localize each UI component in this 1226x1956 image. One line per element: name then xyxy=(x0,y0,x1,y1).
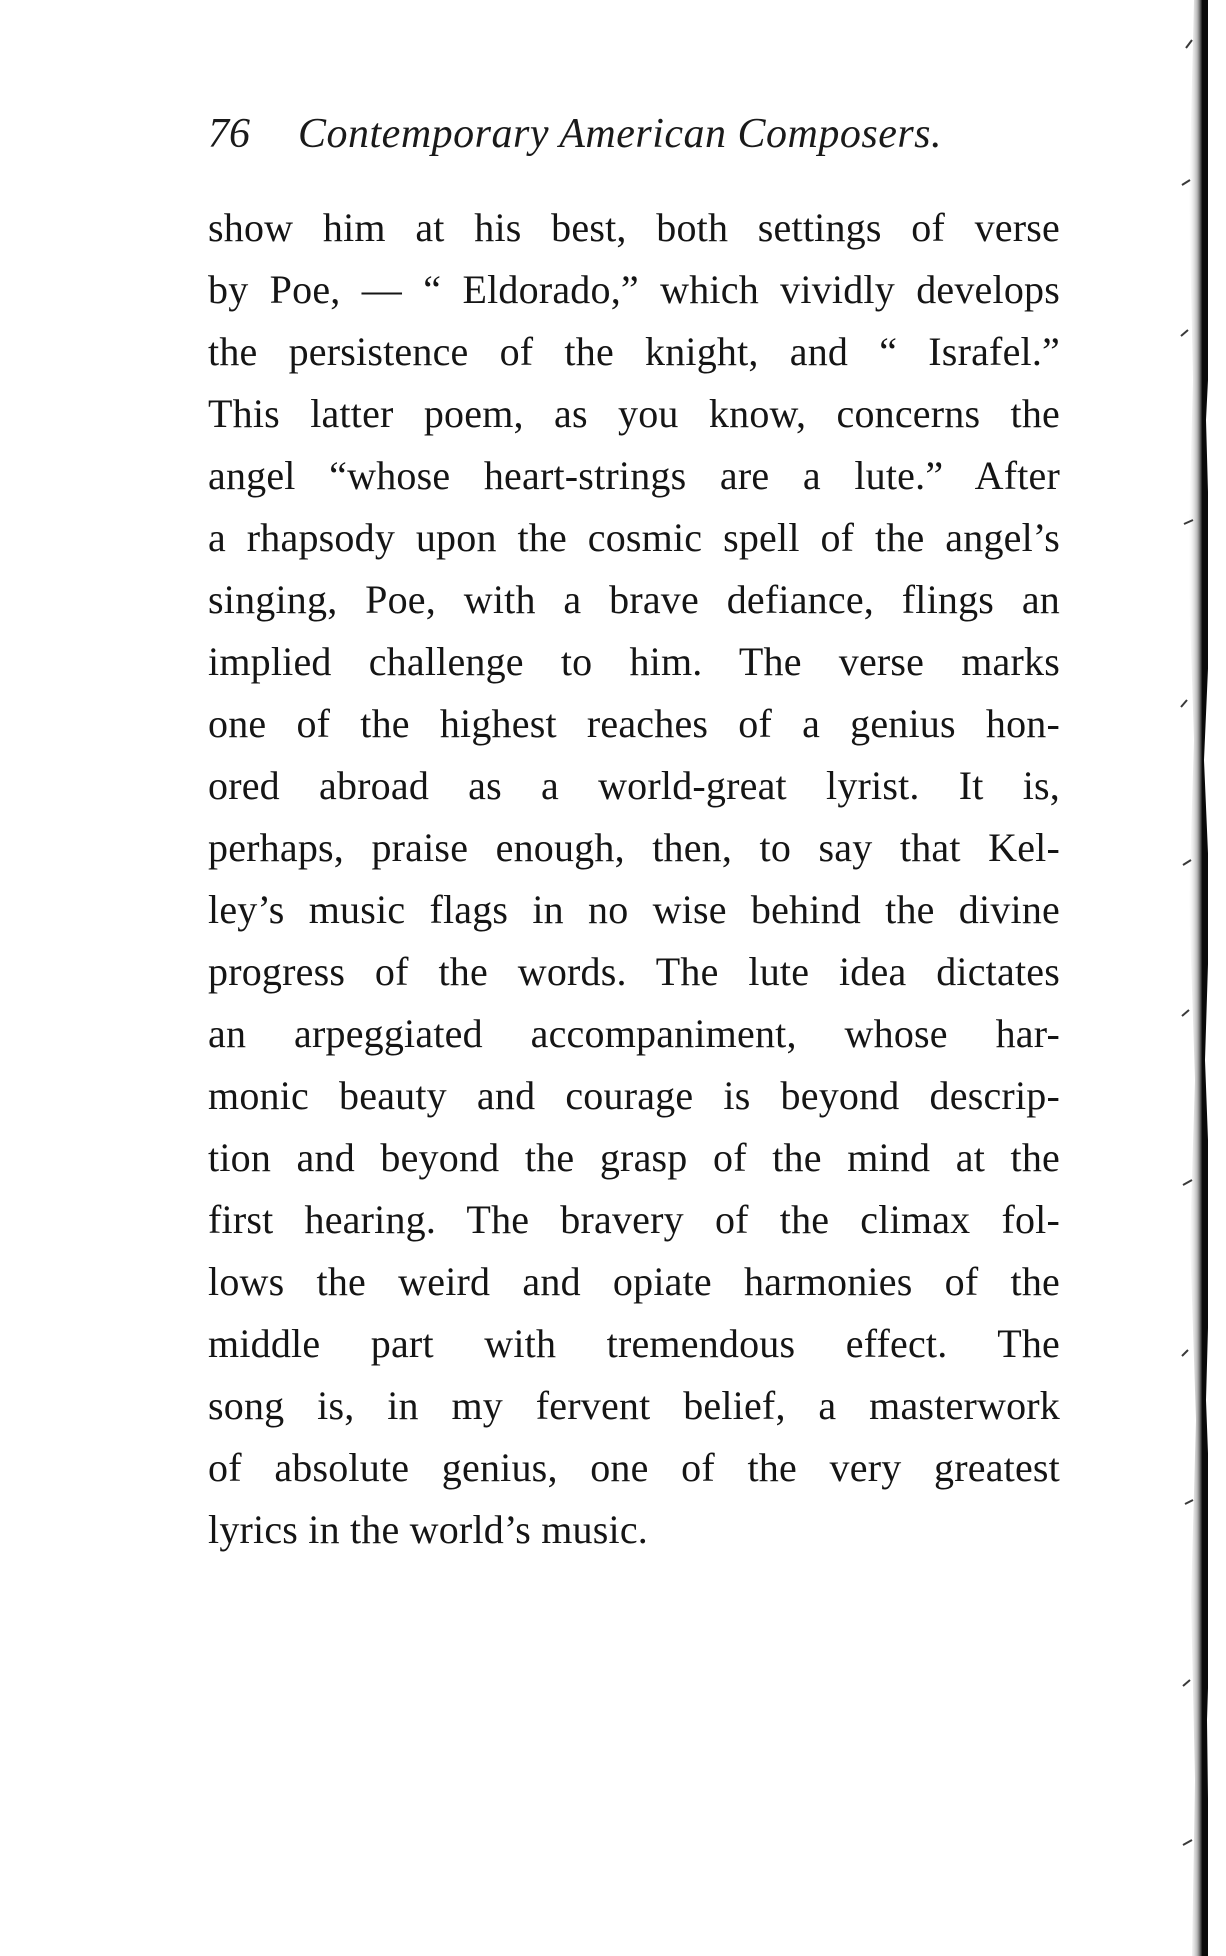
binding-shadow-graphic xyxy=(1148,0,1226,1956)
text-line: the persistence of the knight, and “ Israfel.” xyxy=(208,329,1060,374)
text-line: an arpeggiated accompaniment, whose har- xyxy=(208,1011,1060,1056)
text-line: singing, Poe, with a brave defiance, flings an xyxy=(208,577,1060,622)
text-line: song is, in my fervent belief, a masterwork xyxy=(208,1383,1060,1428)
text-line: middle part with tremendous effect. The xyxy=(208,1321,1060,1366)
text-line: tion and beyond the grasp of the mind at the xyxy=(208,1135,1060,1180)
text-line: This latter poem, as you know, concerns the xyxy=(208,391,1060,436)
text-line: ored abroad as a world-great lyrist. It is, xyxy=(208,763,1060,808)
text-line: ley’s music flags in no wise behind the divine xyxy=(208,887,1060,932)
text-line: show him at his best, both settings of verse xyxy=(208,205,1060,250)
text-line: monic beauty and courage is beyond descrip- xyxy=(208,1073,1060,1118)
scanned-binding-edge xyxy=(1148,0,1226,1956)
text-line: lows the weird and opiate harmonies of the xyxy=(208,1259,1060,1304)
text-line: implied challenge to him. The verse marks xyxy=(208,639,1060,684)
text-line: angel “whose heart-strings are a lute.” After xyxy=(208,453,1060,498)
body-text xyxy=(208,197,1060,1561)
running-title: Contemporary American Composers. xyxy=(298,111,943,157)
text-line: of absolute genius, one of the very greatest xyxy=(208,1445,1060,1490)
text-line: first hearing. The bravery of the climax fol- xyxy=(208,1197,1060,1242)
text-line: a rhapsody upon the cosmic spell of the angel’s xyxy=(208,515,1060,560)
text-line: by Poe, — “ Eldorado,” which vividly develops xyxy=(208,267,1060,312)
text-line: lyrics in the world’s music. xyxy=(208,1507,648,1552)
text-line: perhaps, praise enough, then, to say that Kel- xyxy=(208,825,1060,870)
running-head xyxy=(208,104,942,164)
text-line: progress of the words. The lute idea dictates xyxy=(208,949,1060,994)
text-line: one of the highest reaches of a genius hon- xyxy=(208,701,1060,746)
page-number: 76 xyxy=(208,111,250,157)
